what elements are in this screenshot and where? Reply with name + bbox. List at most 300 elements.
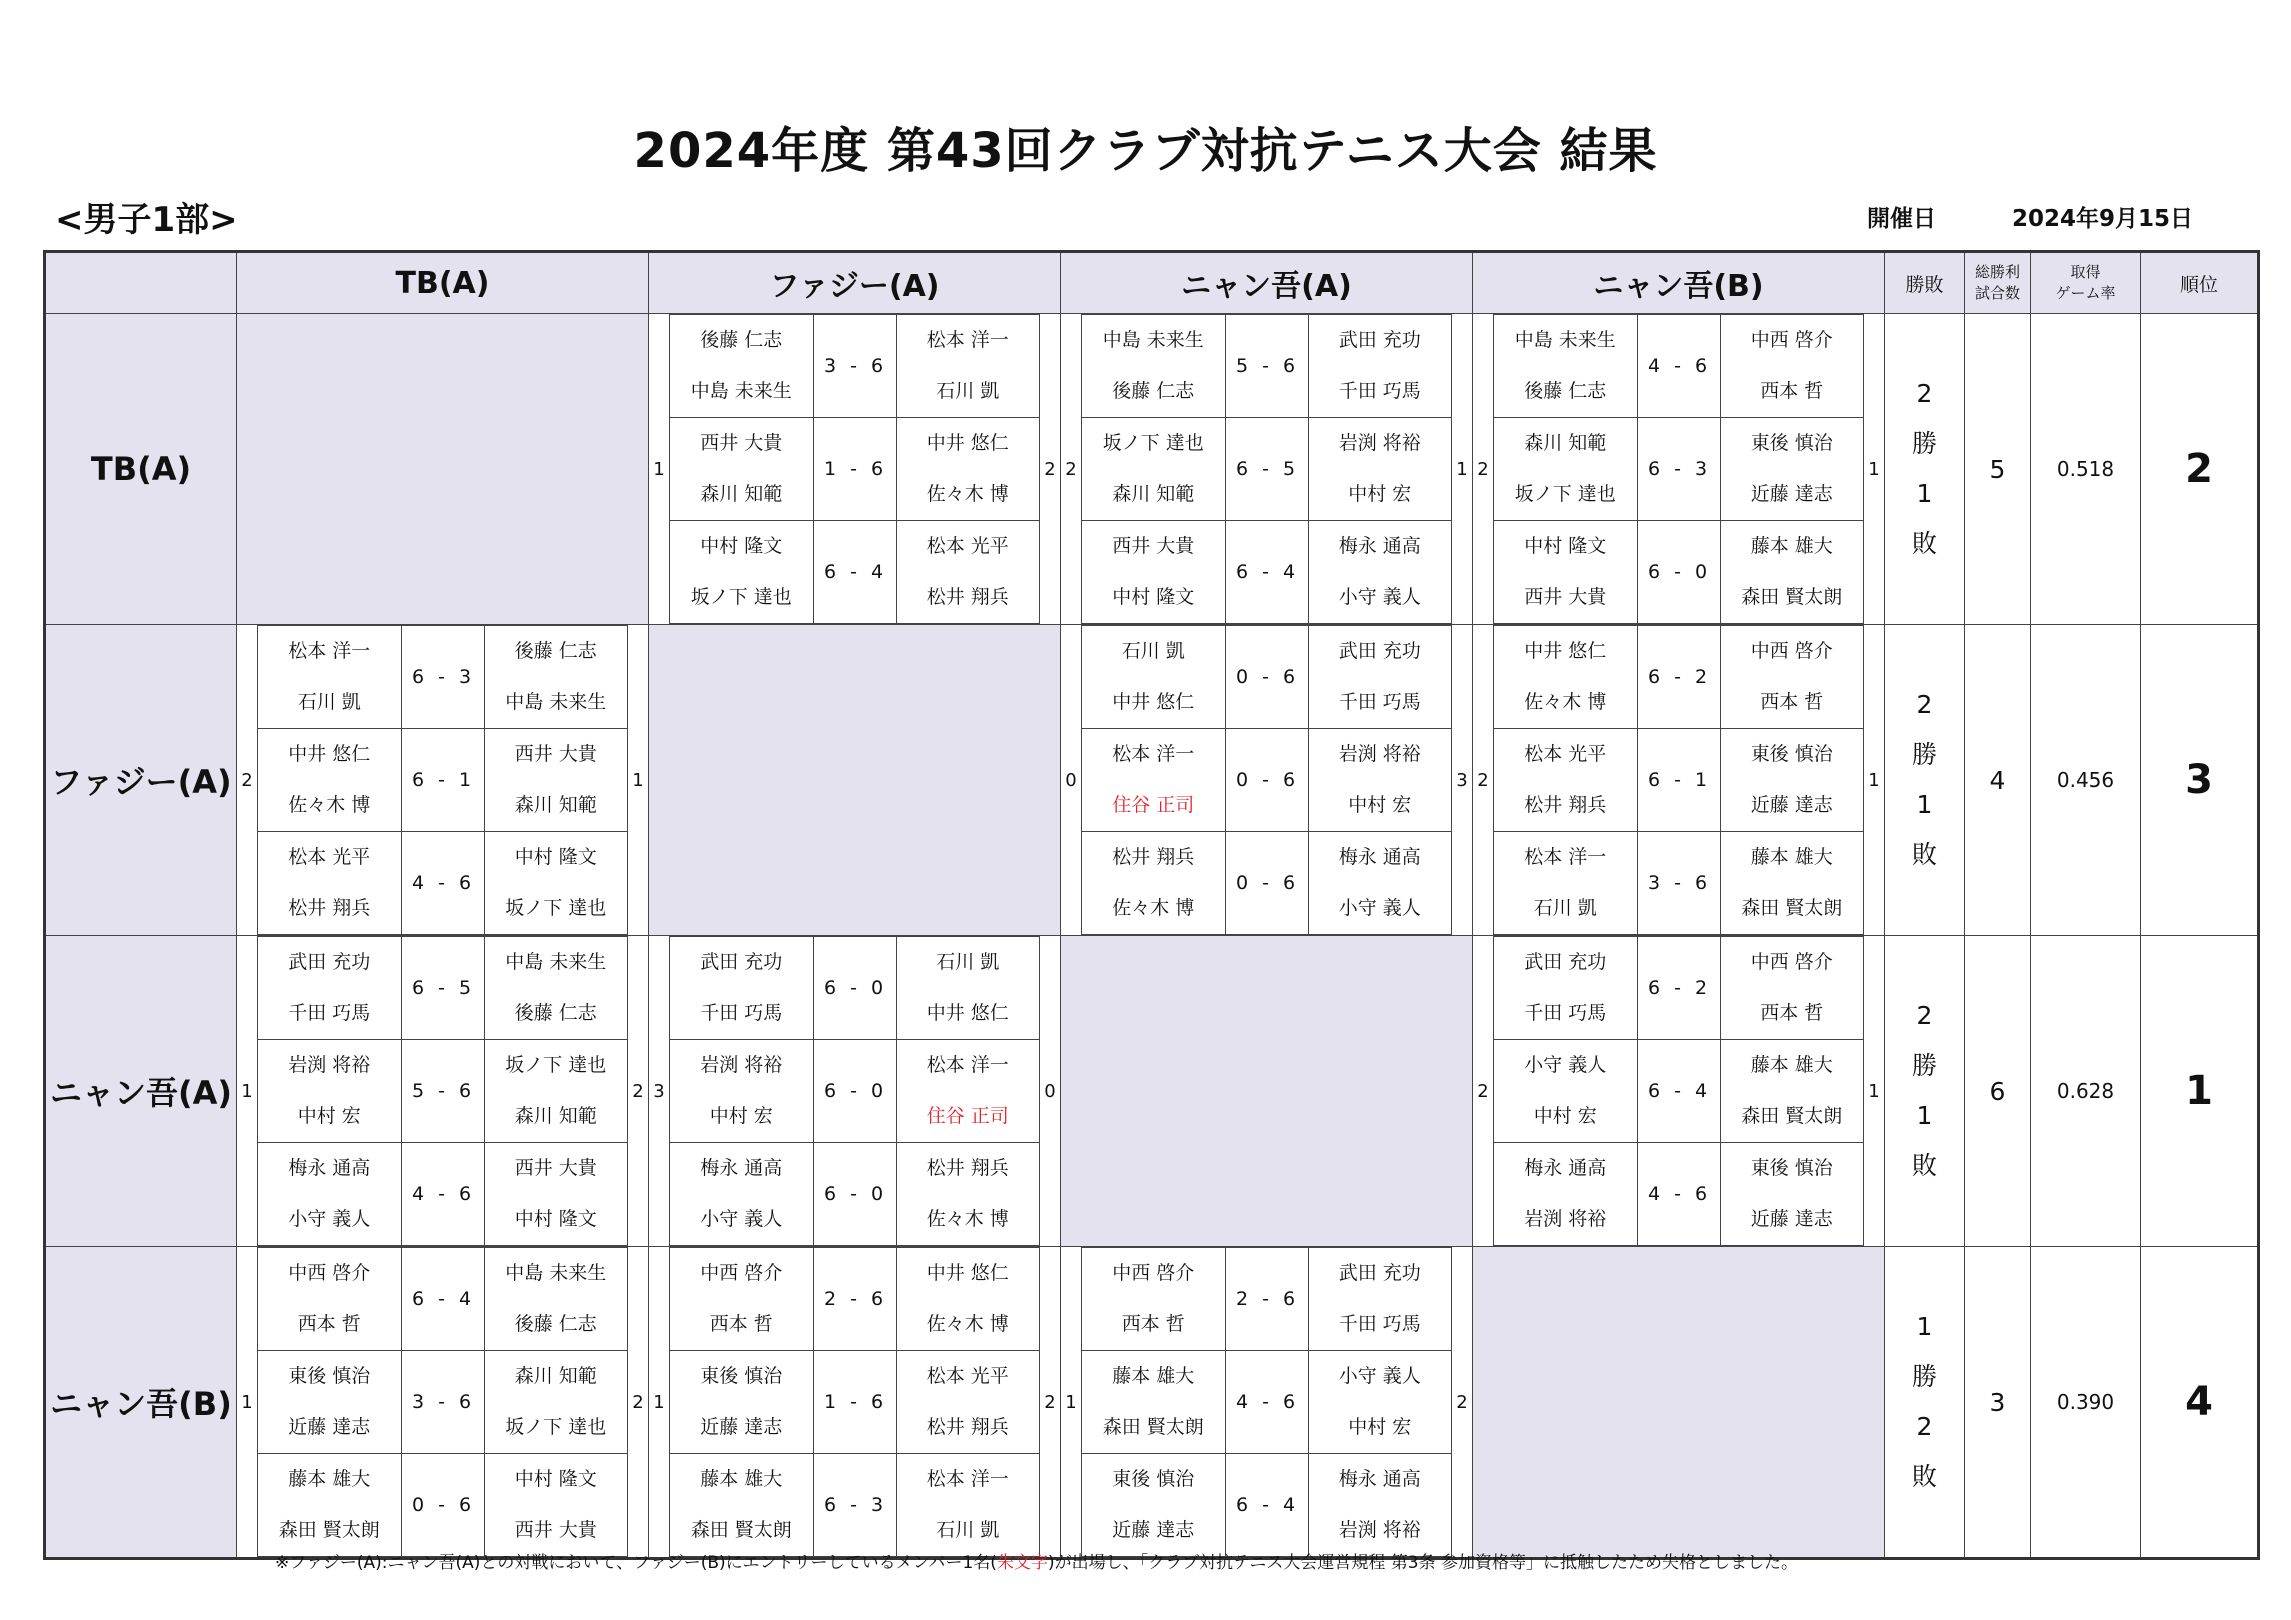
match-line [237,1143,648,1246]
pair-away [1720,832,1864,935]
row-team-name: TB(A) [45,314,237,625]
player-name: 坂ノ下 達也 [690,586,792,608]
match-line [649,1143,1060,1246]
win-loss-header: 勝敗 [1885,252,1965,314]
pair-home [670,1248,814,1351]
pair-away [1720,626,1864,729]
pair-away [896,937,1040,1040]
self-match-cell [649,625,1061,936]
wins-left: 0 [1065,769,1077,791]
wins-left: 1 [1065,1391,1077,1413]
match-score: 6 - 2 [1637,937,1720,1040]
wins-right: 3 [1456,769,1468,791]
rank: 4 [2141,1247,2259,1559]
pair-away [1308,1454,1452,1557]
pair-home [670,418,814,521]
player-name: 近藤 達志 [1750,1208,1833,1230]
player-name: 小守 義人 [1524,1054,1607,1076]
player-name: 森川 知範 [1524,432,1607,454]
player-name: 東後 慎治 [1750,1157,1833,1179]
match-score: 2 - 6 [1225,1248,1308,1351]
match-line [1473,1040,1884,1143]
player-name: 松本 光平 [288,846,371,868]
player-name: 中島 未来生 [1102,329,1204,351]
player-name: 近藤 達志 [288,1416,371,1438]
match-line [1061,832,1472,935]
match-line [649,1248,1060,1351]
player-name: 小守 義人 [1338,1365,1421,1387]
player-name: 武田 充功 [1338,640,1421,662]
player-name: 坂ノ下 達也 [505,1416,607,1438]
pair-home [1494,1040,1638,1143]
wins-right: 2 [1456,1391,1468,1413]
player-name: 東後 慎治 [1750,432,1833,454]
player-name: 石川 凱 [297,691,361,713]
match-score: 1 - 6 [813,1351,896,1454]
pair-away [896,521,1040,624]
pair-away [1308,1248,1452,1351]
player-name: 中島 未来生 [505,951,607,973]
pair-home [1494,1143,1638,1246]
player-name: 佐々木 博 [1112,897,1195,919]
team-row [45,625,2259,936]
total-wins: 3 [1965,1247,2031,1559]
player-name: 梅永 通高 [1338,1468,1421,1490]
player-name: 松井 翔兵 [926,1416,1009,1438]
wins-left: 1 [241,1080,253,1102]
match-line [1473,418,1884,521]
self-match-cell [1061,936,1473,1247]
player-name: 住谷 正司 [1112,794,1195,816]
pair-away [1308,1351,1452,1454]
match-line [1061,1454,1472,1557]
pair-home [258,1143,402,1246]
team-row [45,314,2259,625]
player-name: 梅永 通高 [288,1157,371,1179]
pair-home [670,315,814,418]
total-wins: 5 [1965,314,2031,625]
match-line [237,937,648,1040]
match-cell [1061,314,1473,625]
row-team-name: ニャン吾(A) [45,936,237,1247]
match-score: 4 - 6 [1637,315,1720,418]
match-line [649,418,1060,521]
match-cell [649,936,1061,1247]
wins-left: 2 [241,769,253,791]
team-row [45,936,2259,1247]
player-name: 岩渕 将裕 [1338,743,1421,765]
player-name: 松本 洋一 [926,1468,1009,1490]
player-name: 中西 啓介 [1750,329,1833,351]
player-name: 後藤 仁志 [700,329,783,351]
rank: 3 [2141,625,2259,936]
player-name: 森川 知範 [1112,483,1195,505]
player-name: 岩渕 将裕 [1338,432,1421,454]
pair-home [1494,729,1638,832]
date-label: 開催日 [1867,206,1936,232]
player-name: 中島 未来生 [505,1262,607,1284]
wins-left: 2 [1477,1080,1489,1102]
player-name: 森田 賢太朗 [1741,586,1843,608]
match-cell [1061,1247,1473,1559]
match-score: 6 - 0 [813,937,896,1040]
match-line [1061,1248,1472,1351]
player-name: 千田 巧馬 [1338,691,1421,713]
player-name: 岩渕 将裕 [700,1054,783,1076]
pair-home [258,832,402,935]
match-score: 6 - 3 [401,626,484,729]
player-name: 武田 充功 [288,951,371,973]
player-name: 中村 宏 [709,1105,773,1127]
match-score: 6 - 4 [1637,1040,1720,1143]
match-score: 6 - 5 [1225,418,1308,521]
player-name: 小守 義人 [700,1208,783,1230]
row-team-name: ニャン吾(B) [45,1247,237,1559]
player-name: 武田 充功 [700,951,783,973]
player-name: 藤本 雄大 [1750,1054,1833,1076]
player-name: 西本 哲 [297,1313,361,1335]
player-name: 森田 賢太朗 [1741,1105,1843,1127]
player-name: 中井 悠仁 [288,743,371,765]
row-team-name: ファジー(A) [45,625,237,936]
match-line [237,729,648,832]
wins-left: 1 [653,1391,665,1413]
match-cell [1061,625,1473,936]
player-name: 松本 光平 [926,1365,1009,1387]
match-score: 6 - 4 [401,1248,484,1351]
wins-left: 2 [1477,769,1489,791]
match-score: 6 - 0 [813,1143,896,1246]
match-cell [1473,936,1885,1247]
wins-right: 1 [1456,458,1468,480]
game-rate: 0.628 [2031,936,2141,1247]
player-name: 小守 義人 [1338,897,1421,919]
date-value: 2024年9月15日 [2012,206,2194,232]
player-name: 梅永 通高 [1338,535,1421,557]
total-wins-header: 総勝利 試合数 [1965,252,2031,314]
page-title: 2024年度 第43回クラブ対抗テニス大会 結果 [633,123,1658,179]
results-table [43,250,2260,1560]
player-name: 中井 悠仁 [926,1262,1009,1284]
player-name: 松井 翔兵 [926,586,1009,608]
player-name: 松本 洋一 [1112,743,1195,765]
player-name: 松井 翔兵 [1112,846,1195,868]
player-name: 中村 隆文 [1112,586,1195,608]
player-name: 西本 哲 [1760,380,1824,402]
pair-home [258,937,402,1040]
player-name: 武田 充功 [1338,1262,1421,1284]
match-cell [1473,314,1885,625]
match-line [1473,832,1884,935]
player-name: 近藤 達志 [700,1416,783,1438]
match-line [1061,729,1472,832]
team-row [45,1247,2259,1559]
pair-away [1720,729,1864,832]
wins-left: 1 [241,1391,253,1413]
pair-home [670,521,814,624]
player-name: 中村 隆文 [514,1468,597,1490]
match-line [649,315,1060,418]
match-cell [1473,625,1885,936]
match-line [1473,937,1884,1040]
player-name: 中村 宏 [1348,794,1412,816]
match-line [649,521,1060,624]
match-line [1473,521,1884,624]
player-name: 中島 未来生 [1514,329,1616,351]
player-name: 東後 慎治 [288,1365,371,1387]
pair-home [1082,418,1226,521]
match-line [237,1248,648,1351]
pair-away [484,626,628,729]
division-label: <男子1部> [55,200,238,240]
match-cell [237,1247,649,1559]
match-score: 5 - 6 [401,1040,484,1143]
wins-right: 1 [1868,769,1880,791]
rank: 1 [2141,936,2259,1247]
pair-away [484,937,628,1040]
match-line [237,832,648,935]
player-name: 梅永 通高 [1338,846,1421,868]
pair-home [1082,521,1226,624]
pair-home [258,1248,402,1351]
pair-home [1082,626,1226,729]
match-score: 6 - 3 [813,1454,896,1557]
player-name: 中村 宏 [297,1105,361,1127]
player-name: 佐々木 博 [926,1313,1009,1335]
player-name: 中村 宏 [1348,483,1412,505]
pair-away [1308,315,1452,418]
pair-home [1494,418,1638,521]
player-name: 小守 義人 [288,1208,371,1230]
rank-header: 順位 [2141,252,2259,314]
player-name: 西本 哲 [1121,1313,1185,1335]
match-score: 3 - 6 [401,1351,484,1454]
pair-away [484,1040,628,1143]
player-name: 中西 啓介 [1112,1262,1195,1284]
player-name: 中西 啓介 [1750,951,1833,973]
game-rate-header: 取得 ゲーム率 [2031,252,2141,314]
player-name: 森川 知範 [514,1105,597,1127]
player-name: 中村 宏 [1348,1416,1412,1438]
player-name: 東後 慎治 [1750,743,1833,765]
match-score: 3 - 6 [813,315,896,418]
game-rate: 0.390 [2031,1247,2141,1559]
player-name: 千田 巧馬 [288,1002,371,1024]
wins-left: 2 [1065,458,1077,480]
player-name: 武田 充功 [1338,329,1421,351]
match-score: 0 - 6 [1225,832,1308,935]
col-team-header: ファジー(A) [649,252,1061,314]
col-team-header: ニャン吾(A) [1061,252,1473,314]
total-wins: 4 [1965,625,2031,936]
match-score: 6 - 3 [1637,418,1720,521]
player-name: 藤本 雄大 [1750,846,1833,868]
pair-home [258,626,402,729]
player-name: 中西 啓介 [288,1262,371,1284]
player-name: 後藤 仁志 [514,1313,597,1335]
wins-right: 2 [632,1080,644,1102]
pair-away [484,729,628,832]
player-name: 小守 義人 [1338,586,1421,608]
player-name: 佐々木 博 [1524,691,1607,713]
player-name: 後藤 仁志 [514,640,597,662]
pair-away [484,1454,628,1557]
player-name: 近藤 達志 [1750,794,1833,816]
pair-away [896,315,1040,418]
player-name: 岩渕 将裕 [1338,1519,1421,1541]
player-name: 武田 充功 [1524,951,1607,973]
player-name: 松本 洋一 [926,1054,1009,1076]
match-line [1061,626,1472,729]
pair-away [896,1454,1040,1557]
player-name: 森川 知範 [514,794,597,816]
col-team-header: TB(A) [237,252,649,314]
player-name: 坂ノ下 達也 [505,897,607,919]
player-name: 松本 洋一 [926,329,1009,351]
corner-cell [45,252,237,314]
wins-right: 2 [632,1391,644,1413]
wins-right: 1 [632,769,644,791]
pair-home [1494,626,1638,729]
match-line [237,1351,648,1454]
match-line [1473,729,1884,832]
pair-away [484,1248,628,1351]
player-name: 中西 啓介 [1750,640,1833,662]
wins-left: 3 [653,1080,665,1102]
match-score: 6 - 0 [813,1040,896,1143]
player-name: 中村 隆文 [514,846,597,868]
player-name: 松本 洋一 [288,640,371,662]
self-match-cell [1473,1247,1885,1559]
pair-home [670,937,814,1040]
player-name: 西井 大貴 [514,1519,597,1541]
match-score: 3 - 6 [1637,832,1720,935]
player-name: 森田 賢太朗 [1741,897,1843,919]
player-name: 松本 光平 [926,535,1009,557]
match-score: 2 - 6 [813,1248,896,1351]
wins-right: 1 [1868,458,1880,480]
col-team-header: ニャン吾(B) [1473,252,1885,314]
match-line [649,937,1060,1040]
player-name: 森川 知範 [700,483,783,505]
match-line [1473,315,1884,418]
match-line [1061,1351,1472,1454]
player-name: 森田 賢太朗 [690,1519,792,1541]
match-score: 1 - 6 [813,418,896,521]
match-score: 6 - 4 [1225,1454,1308,1557]
player-name: 坂ノ下 達也 [1102,432,1204,454]
player-name: 佐々木 博 [288,794,371,816]
player-name: 中村 隆文 [514,1208,597,1230]
pair-home [1494,521,1638,624]
match-line [1061,418,1472,521]
total-wins: 6 [1965,936,2031,1247]
player-name: 中村 隆文 [1524,535,1607,557]
player-name: 中村 宏 [1533,1105,1597,1127]
pair-home [1082,1454,1226,1557]
player-name: 西井 大貴 [514,743,597,765]
header-row [45,252,2259,314]
match-score: 6 - 0 [1637,521,1720,624]
pair-home [1082,1351,1226,1454]
match-score: 4 - 6 [1637,1143,1720,1246]
player-name: 松井 翔兵 [1524,794,1607,816]
player-name: 中井 悠仁 [1112,691,1195,713]
match-line [1061,315,1472,418]
player-name: 佐々木 博 [926,483,1009,505]
player-name: 中井 悠仁 [926,432,1009,454]
win-loss-record: 1 勝 2 敗 [1885,1247,1965,1559]
player-name: 西井 大貴 [1524,586,1607,608]
player-name: 住谷 正司 [926,1105,1009,1127]
match-score: 6 - 5 [401,937,484,1040]
player-name: 石川 凱 [1121,640,1185,662]
game-rate: 0.518 [2031,314,2141,625]
pair-home [258,1454,402,1557]
player-name: 佐々木 博 [926,1208,1009,1230]
match-cell [649,314,1061,625]
pair-away [484,1351,628,1454]
player-name: 近藤 達志 [1750,483,1833,505]
win-loss-record: 2 勝 1 敗 [1885,625,1965,936]
pair-away [1720,1143,1864,1246]
player-name: 西本 哲 [1760,691,1824,713]
player-name: 中西 啓介 [700,1262,783,1284]
match-line [237,626,648,729]
pair-home [258,1351,402,1454]
player-name: 森田 賢太朗 [1102,1416,1204,1438]
pair-home [1082,832,1226,935]
win-loss-record: 2 勝 1 敗 [1885,936,1965,1247]
match-line [649,1040,1060,1143]
match-score: 6 - 4 [813,521,896,624]
match-line [1473,1143,1884,1246]
wins-right: 1 [1868,1080,1880,1102]
match-line [649,1454,1060,1557]
player-name: 中村 隆文 [700,535,783,557]
player-name: 藤本 雄大 [700,1468,783,1490]
match-score: 4 - 6 [401,832,484,935]
player-name: 藤本 雄大 [288,1468,371,1490]
pair-home [1494,937,1638,1040]
player-name: 東後 慎治 [1112,1468,1195,1490]
player-name: 松本 光平 [1524,743,1607,765]
wins-right: 2 [1044,1391,1056,1413]
player-name: 中島 未来生 [690,380,792,402]
player-name: 梅永 通高 [700,1157,783,1179]
player-name: 中島 未来生 [505,691,607,713]
match-score: 6 - 1 [401,729,484,832]
wins-right: 2 [1044,458,1056,480]
pair-away [896,418,1040,521]
player-name: 藤本 雄大 [1112,1365,1195,1387]
player-name: 中井 悠仁 [926,1002,1009,1024]
player-name: 岩渕 将裕 [1524,1208,1607,1230]
match-line [237,1454,648,1557]
pair-away [896,1248,1040,1351]
player-name: 石川 凱 [936,380,1000,402]
pair-home [258,1040,402,1143]
player-name: 近藤 達志 [1112,1519,1195,1541]
player-name: 千田 巧馬 [1338,1313,1421,1335]
match-score: 5 - 6 [1225,315,1308,418]
player-name: 石川 凱 [1533,897,1597,919]
player-name: 千田 巧馬 [700,1002,783,1024]
match-line [237,1040,648,1143]
player-name: 千田 巧馬 [1338,380,1421,402]
pair-home [670,1454,814,1557]
match-cell [649,1247,1061,1559]
